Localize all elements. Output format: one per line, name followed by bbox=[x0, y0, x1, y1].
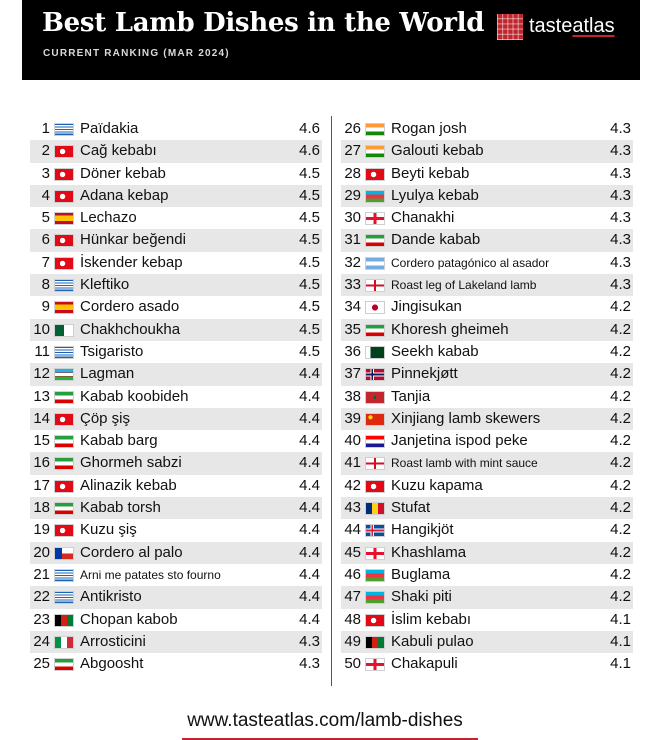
dish-name: Jingisukan bbox=[391, 298, 462, 316]
list-item[interactable] bbox=[341, 497, 633, 519]
country-flag-icon bbox=[365, 324, 385, 337]
dish-rating: 4.3 bbox=[610, 231, 631, 249]
country-flag-icon bbox=[54, 524, 74, 537]
list-item[interactable] bbox=[341, 140, 633, 162]
dish-name: Pinnekjøtt bbox=[391, 365, 458, 383]
dish-name: Lagman bbox=[80, 365, 135, 383]
country-flag-icon bbox=[54, 168, 74, 181]
dish-name: Hangikjöt bbox=[391, 521, 454, 539]
dish-name: Tanjia bbox=[391, 387, 431, 405]
country-flag-icon bbox=[365, 346, 385, 359]
dish-rating: 4.5 bbox=[299, 231, 320, 249]
country-flag-icon bbox=[54, 457, 74, 470]
dish-name: Galouti kebab bbox=[391, 142, 484, 160]
rank-number: 1 bbox=[41, 120, 50, 137]
rank-number: 49 bbox=[344, 632, 361, 650]
dish-rating: 4.3 bbox=[610, 209, 631, 227]
rank-number: 33 bbox=[344, 276, 361, 294]
rank-number: 43 bbox=[344, 499, 361, 517]
list-item[interactable] bbox=[341, 207, 633, 229]
rank-number: 38 bbox=[344, 387, 361, 405]
rank-number: 26 bbox=[344, 120, 361, 137]
dish-rating: 4.5 bbox=[299, 276, 320, 294]
rank-number: 7 bbox=[41, 253, 50, 271]
dish-name: Arni me patates sto fourno bbox=[80, 567, 221, 582]
country-flag-icon bbox=[54, 480, 74, 493]
rank-number: 34 bbox=[344, 298, 361, 316]
rank-number: 9 bbox=[41, 298, 50, 316]
list-item[interactable] bbox=[341, 319, 633, 341]
dish-rating: 4.4 bbox=[299, 365, 320, 383]
country-flag-icon bbox=[54, 234, 74, 247]
dish-name: Kabuli pulao bbox=[391, 632, 474, 650]
dish-name: İslim kebabı bbox=[391, 610, 472, 628]
dish-name: Lyulya kebab bbox=[391, 186, 479, 204]
rank-number: 46 bbox=[344, 565, 361, 583]
rank-number: 31 bbox=[344, 231, 361, 249]
country-flag-icon bbox=[365, 636, 385, 649]
list-item[interactable] bbox=[341, 631, 633, 653]
list-item[interactable] bbox=[30, 564, 322, 586]
country-flag-icon bbox=[365, 257, 385, 270]
list-item[interactable] bbox=[341, 274, 633, 296]
rank-number: 16 bbox=[33, 454, 50, 472]
dish-rating: 4.2 bbox=[610, 565, 631, 583]
list-item[interactable] bbox=[30, 653, 322, 675]
dish-rating: 4.4 bbox=[299, 588, 320, 606]
rank-number: 35 bbox=[344, 320, 361, 338]
dish-rating: 4.4 bbox=[299, 610, 320, 628]
dish-name: Buglama bbox=[391, 565, 451, 583]
list-item[interactable] bbox=[341, 252, 633, 274]
rank-number: 37 bbox=[344, 365, 361, 383]
dish-rating: 4.4 bbox=[299, 565, 320, 583]
list-item[interactable] bbox=[341, 363, 633, 385]
country-flag-icon bbox=[365, 190, 385, 203]
country-flag-icon bbox=[365, 368, 385, 381]
rank-number: 30 bbox=[344, 209, 361, 227]
list-item[interactable] bbox=[341, 430, 633, 452]
list-item[interactable] bbox=[30, 163, 322, 185]
dish-name: Abgoosht bbox=[80, 655, 144, 673]
country-flag-icon bbox=[54, 658, 74, 671]
rank-number: 29 bbox=[344, 186, 361, 204]
country-flag-icon bbox=[54, 591, 74, 604]
rank-number: 5 bbox=[41, 209, 50, 227]
dish-name: Kabab koobideh bbox=[80, 387, 189, 405]
country-flag-icon bbox=[365, 502, 385, 515]
country-flag-icon bbox=[365, 614, 385, 627]
list-item[interactable] bbox=[341, 564, 633, 586]
dish-rating: 4.3 bbox=[299, 655, 320, 673]
dish-rating: 4.3 bbox=[299, 632, 320, 650]
dish-rating: 4.3 bbox=[610, 276, 631, 294]
list-item[interactable] bbox=[341, 542, 633, 564]
rank-number: 17 bbox=[33, 476, 50, 494]
list-item[interactable] bbox=[341, 163, 633, 185]
dish-name: Roast leg of Lakeland lamb bbox=[391, 278, 537, 293]
country-flag-icon bbox=[54, 212, 74, 225]
dish-rating: 4.2 bbox=[610, 588, 631, 606]
list-item[interactable] bbox=[30, 586, 322, 608]
dish-rating: 4.5 bbox=[299, 253, 320, 271]
list-item[interactable] bbox=[341, 118, 633, 140]
dish-rating: 4.3 bbox=[610, 120, 631, 137]
dish-name: Shaki piti bbox=[391, 588, 452, 606]
dish-name: Kuzu kapama bbox=[391, 476, 483, 494]
dish-name: Cağ kebabı bbox=[80, 142, 157, 160]
dish-rating: 4.5 bbox=[299, 298, 320, 316]
dish-name: Kuzu şiş bbox=[80, 521, 137, 539]
dish-name: Roast lamb with mint sauce bbox=[391, 456, 538, 471]
rank-number: 2 bbox=[41, 142, 50, 160]
country-flag-icon bbox=[54, 324, 74, 337]
rank-number: 40 bbox=[344, 432, 361, 450]
dish-rating: 4.4 bbox=[299, 432, 320, 450]
dish-rating: 4.5 bbox=[299, 320, 320, 338]
list-item[interactable] bbox=[341, 296, 633, 318]
rank-number: 41 bbox=[344, 454, 361, 472]
list-item[interactable] bbox=[30, 229, 322, 251]
list-item[interactable] bbox=[341, 386, 633, 408]
list-item[interactable] bbox=[30, 475, 322, 497]
list-item[interactable] bbox=[341, 609, 633, 631]
dish-name: Chakapuli bbox=[391, 655, 458, 673]
dish-name: Chakhchoukha bbox=[80, 320, 181, 338]
rank-number: 19 bbox=[33, 521, 50, 539]
list-item[interactable] bbox=[30, 274, 322, 296]
dish-name: Xinjiang lamb skewers bbox=[391, 409, 541, 427]
country-flag-icon bbox=[365, 301, 385, 314]
country-flag-icon bbox=[365, 591, 385, 604]
tasteatlas-logo[interactable] bbox=[497, 14, 627, 42]
dish-rating: 4.4 bbox=[299, 454, 320, 472]
dish-name: Adana kebap bbox=[80, 186, 169, 204]
rank-number: 20 bbox=[33, 543, 50, 561]
dish-name: Cordero asado bbox=[80, 298, 180, 316]
dish-rating: 4.4 bbox=[299, 387, 320, 405]
rank-number: 28 bbox=[344, 164, 361, 182]
country-flag-icon bbox=[54, 279, 74, 292]
country-flag-icon bbox=[365, 413, 385, 426]
country-flag-icon bbox=[365, 480, 385, 493]
country-flag-icon bbox=[365, 212, 385, 225]
country-flag-icon bbox=[365, 658, 385, 671]
dish-name: Kabab barg bbox=[80, 432, 158, 450]
rank-number: 8 bbox=[41, 276, 50, 294]
page-title: Best Lamb Dishes in the World bbox=[42, 8, 485, 38]
rank-number: 24 bbox=[33, 632, 50, 650]
rank-number: 47 bbox=[344, 588, 361, 606]
list-item[interactable] bbox=[30, 631, 322, 653]
dish-rating: 4.6 bbox=[299, 120, 320, 137]
rank-number: 45 bbox=[344, 543, 361, 561]
list-item[interactable] bbox=[30, 386, 322, 408]
logo-text: tasteatlas bbox=[529, 15, 615, 37]
dish-rating: 4.2 bbox=[610, 298, 631, 316]
dish-rating: 4.3 bbox=[610, 253, 631, 271]
country-flag-icon bbox=[365, 435, 385, 448]
list-item[interactable] bbox=[30, 497, 322, 519]
dish-rating: 4.2 bbox=[610, 543, 631, 561]
dish-name: Beyti kebab bbox=[391, 164, 470, 182]
dish-rating: 4.2 bbox=[610, 454, 631, 472]
rank-number: 42 bbox=[344, 476, 361, 494]
list-item[interactable] bbox=[341, 452, 633, 474]
rank-number: 6 bbox=[41, 231, 50, 249]
dish-name: Stufat bbox=[391, 499, 431, 517]
dish-name: Hünkar beğendi bbox=[80, 231, 186, 249]
dish-rating: 4.2 bbox=[610, 342, 631, 360]
dish-rating: 4.1 bbox=[610, 610, 631, 628]
list-item[interactable] bbox=[30, 519, 322, 541]
rank-number: 18 bbox=[33, 499, 50, 517]
country-flag-icon bbox=[365, 457, 385, 470]
rank-number: 21 bbox=[33, 565, 50, 583]
list-item[interactable] bbox=[30, 341, 322, 363]
dish-name: Khashlama bbox=[391, 543, 467, 561]
rank-number: 12 bbox=[33, 365, 50, 383]
dish-name: Kabab torsh bbox=[80, 499, 161, 517]
rank-number: 32 bbox=[344, 253, 361, 271]
list-item[interactable] bbox=[341, 519, 633, 541]
list-item[interactable] bbox=[30, 252, 322, 274]
dish-rating: 4.4 bbox=[299, 499, 320, 517]
list-item[interactable] bbox=[341, 408, 633, 430]
dish-rating: 4.3 bbox=[610, 164, 631, 182]
country-flag-icon bbox=[54, 391, 74, 404]
dish-rating: 4.5 bbox=[299, 164, 320, 182]
dish-rating: 4.4 bbox=[299, 521, 320, 539]
dish-name: İskender kebap bbox=[80, 253, 183, 271]
dish-rating: 4.5 bbox=[299, 186, 320, 204]
country-flag-icon bbox=[54, 301, 74, 314]
country-flag-icon bbox=[54, 145, 74, 158]
dish-rating: 4.1 bbox=[610, 655, 631, 673]
dish-name: Dande kabab bbox=[391, 231, 481, 249]
dish-name: Arrosticini bbox=[80, 632, 146, 650]
dish-rating: 4.2 bbox=[610, 387, 631, 405]
country-flag-icon bbox=[54, 502, 74, 515]
rank-number: 44 bbox=[344, 521, 361, 539]
column-divider bbox=[331, 116, 332, 686]
dish-rating: 4.4 bbox=[299, 476, 320, 494]
dish-name: Kleftiko bbox=[80, 276, 130, 294]
dish-name: Païdakia bbox=[80, 120, 139, 137]
country-flag-icon bbox=[365, 279, 385, 292]
rank-number: 23 bbox=[33, 610, 50, 628]
list-item[interactable] bbox=[341, 229, 633, 251]
ranking-list-left bbox=[30, 118, 322, 675]
dish-rating: 4.2 bbox=[610, 521, 631, 539]
dish-name: Ghormeh sabzi bbox=[80, 454, 182, 472]
list-item[interactable] bbox=[30, 118, 322, 140]
rank-number: 14 bbox=[33, 409, 50, 427]
dish-rating: 4.3 bbox=[610, 142, 631, 160]
dish-name: Seekh kabab bbox=[391, 342, 479, 360]
rank-number: 36 bbox=[344, 342, 361, 360]
country-flag-icon bbox=[54, 636, 74, 649]
dish-name: Antikristo bbox=[80, 588, 142, 606]
rank-number: 4 bbox=[41, 186, 50, 204]
dish-rating: 4.3 bbox=[610, 186, 631, 204]
country-flag-icon bbox=[365, 168, 385, 181]
rank-number: 10 bbox=[33, 320, 50, 338]
country-flag-icon bbox=[365, 391, 385, 404]
rank-number: 3 bbox=[41, 164, 50, 182]
ranking-date: CURRENT RANKING (MAR 2024) bbox=[43, 48, 230, 59]
country-flag-icon bbox=[54, 413, 74, 426]
dish-rating: 4.4 bbox=[299, 409, 320, 427]
rank-number: 13 bbox=[33, 387, 50, 405]
list-item[interactable] bbox=[341, 341, 633, 363]
dish-rating: 4.2 bbox=[610, 365, 631, 383]
footer-url[interactable]: www.tasteatlas.com/lamb-dishes bbox=[187, 710, 463, 731]
dish-name: Tsigaristo bbox=[80, 342, 144, 360]
rank-number: 11 bbox=[34, 342, 50, 360]
dish-name: Alinazik kebab bbox=[80, 476, 177, 494]
country-flag-icon bbox=[54, 435, 74, 448]
dish-rating: 4.2 bbox=[610, 499, 631, 517]
list-item[interactable] bbox=[30, 296, 322, 318]
list-item[interactable] bbox=[341, 475, 633, 497]
dish-name: Chopan kabob bbox=[80, 610, 178, 628]
ranking-list-right bbox=[341, 118, 633, 675]
rank-number: 25 bbox=[33, 655, 50, 673]
country-flag-icon bbox=[54, 123, 74, 136]
dish-rating: 4.2 bbox=[610, 409, 631, 427]
dish-name: Cordero patagónico al asador bbox=[391, 255, 550, 270]
dish-name: Çöp şiş bbox=[80, 409, 131, 427]
country-flag-icon bbox=[54, 569, 74, 582]
country-flag-icon bbox=[54, 346, 74, 359]
dish-name: Döner kebab bbox=[80, 164, 166, 182]
dish-rating: 4.5 bbox=[299, 342, 320, 360]
dish-name: Chanakhi bbox=[391, 209, 455, 227]
dish-rating: 4.2 bbox=[610, 432, 631, 450]
list-item[interactable] bbox=[341, 653, 633, 675]
country-flag-icon bbox=[54, 614, 74, 627]
country-flag-icon bbox=[365, 123, 385, 136]
rank-number: 48 bbox=[344, 610, 361, 628]
dish-name: Rogan josh bbox=[391, 120, 467, 137]
dish-name: Cordero al palo bbox=[80, 543, 183, 561]
dish-rating: 4.2 bbox=[610, 476, 631, 494]
dish-rating: 4.6 bbox=[299, 142, 320, 160]
country-flag-icon bbox=[54, 368, 74, 381]
country-flag-icon bbox=[365, 524, 385, 537]
country-flag-icon bbox=[365, 569, 385, 582]
country-flag-icon bbox=[54, 257, 74, 270]
list-item[interactable] bbox=[30, 140, 322, 162]
tasteatlas-grid-icon bbox=[497, 14, 523, 40]
list-item[interactable] bbox=[30, 408, 322, 430]
header-banner bbox=[22, 0, 640, 80]
dish-name: Janjetina ispod peke bbox=[391, 432, 528, 450]
dish-rating: 4.2 bbox=[610, 320, 631, 338]
country-flag-icon bbox=[365, 547, 385, 560]
list-item[interactable] bbox=[30, 185, 322, 207]
country-flag-icon bbox=[365, 234, 385, 247]
dish-name: Khoresh gheimeh bbox=[391, 320, 509, 338]
dish-rating: 4.4 bbox=[299, 543, 320, 561]
list-item[interactable] bbox=[30, 609, 322, 631]
list-item[interactable] bbox=[30, 430, 322, 452]
country-flag-icon bbox=[54, 547, 74, 560]
dish-name: Lechazo bbox=[80, 209, 137, 227]
country-flag-icon bbox=[54, 190, 74, 203]
list-item[interactable] bbox=[30, 207, 322, 229]
list-item[interactable] bbox=[30, 319, 322, 341]
rank-number: 15 bbox=[33, 432, 50, 450]
country-flag-icon bbox=[365, 145, 385, 158]
list-item[interactable] bbox=[30, 363, 322, 385]
dish-rating: 4.5 bbox=[299, 209, 320, 227]
rank-number: 39 bbox=[344, 409, 361, 427]
rank-number: 50 bbox=[344, 655, 361, 673]
dish-rating: 4.1 bbox=[610, 632, 631, 650]
list-item[interactable] bbox=[341, 586, 633, 608]
list-item[interactable] bbox=[30, 452, 322, 474]
rank-number: 27 bbox=[344, 142, 361, 160]
list-item[interactable] bbox=[341, 185, 633, 207]
rank-number: 22 bbox=[33, 588, 50, 606]
list-item[interactable] bbox=[30, 542, 322, 564]
